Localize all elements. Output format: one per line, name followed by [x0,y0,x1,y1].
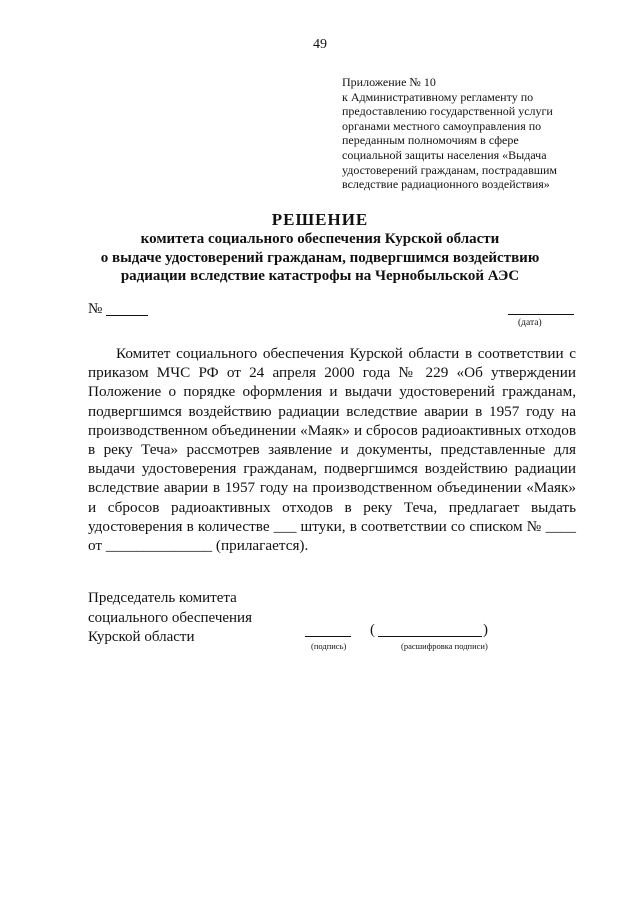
appendix-line: к Административному регламенту по [342,89,534,104]
appendix-reference [342,75,602,192]
page-number: 49 [313,37,327,52]
number-label: № [88,301,103,317]
appendix-line: органами местного самоуправления по [342,118,542,133]
body-line: в реку Теча» рассмотрев заявление и документы, представленные для [88,441,576,459]
signatory-line: Курской области [88,629,195,645]
body-line: вследствие аварии в 1957 году на производственном объединении «Маяк» [88,479,576,497]
body-line: и сбросов радиоактивных отходов в реку Теча, предлагает выдать [88,498,576,516]
title-subline: о выдаче удостоверений гражданам, подвергшимся воздействию [100,249,540,266]
title-subline: комитета социального обеспечения Курской области [140,231,500,247]
date-caption: (дата) [518,318,542,328]
title-main: РЕШЕНИЕ [271,210,369,229]
date-blank-line [508,314,574,315]
body-line: удостоверения в количестве ___ штуки, в соответствии со списком № ____ [88,517,576,535]
appendix-line: вследствие радиационного воздействия» [342,177,550,192]
body-line: производственном объединении «Маяк» и сбросов радиоактивных отходов [88,421,576,439]
appendix-line: переданным полномочиям в сфере [342,133,519,148]
decode-caption: (расшифровка подписи) [401,641,488,651]
body-line: Положение о порядке оформления и выдачи удостоверений гражданам, [88,383,576,401]
signatory-line: Председатель комитета [88,590,237,606]
body-line: приказом МЧС РФ от 24 апреля 2000 года № 229 «Об утверждении [88,364,576,382]
signatory-line: социального обеспечения [88,609,252,626]
decode-open-paren: ( [370,622,375,638]
body-line: подвергшимся воздействию радиации вследствие аварии в 1957 году на [88,402,576,420]
appendix-line: социальной защиты населения «Выдача [342,147,547,162]
title-subline: радиации вследствие катастрофы на Чернобыльской АЭС [120,268,520,284]
body-line: Комитет социального обеспечения Курской области в соответствии с [116,345,576,362]
appendix-line: предоставлению государственной услуги [342,104,553,119]
appendix-line: Приложение № 10 [342,75,436,89]
number-blank-line [106,315,148,316]
decision-body [88,344,576,555]
signature-caption: (подпись) [311,641,347,651]
signature-blank-line [305,636,351,637]
body-line: от ______________ (прилагается). [88,537,309,555]
decode-blank-line [378,636,482,637]
document-title [0,210,640,286]
appendix-line: удостоверений гражданам, пострадавшим [342,162,558,177]
decode-close-paren: ) [483,622,488,638]
signatory-block [88,589,252,648]
body-line: выдачи удостоверения гражданам, подвергшимся воздействию радиации [88,460,576,478]
